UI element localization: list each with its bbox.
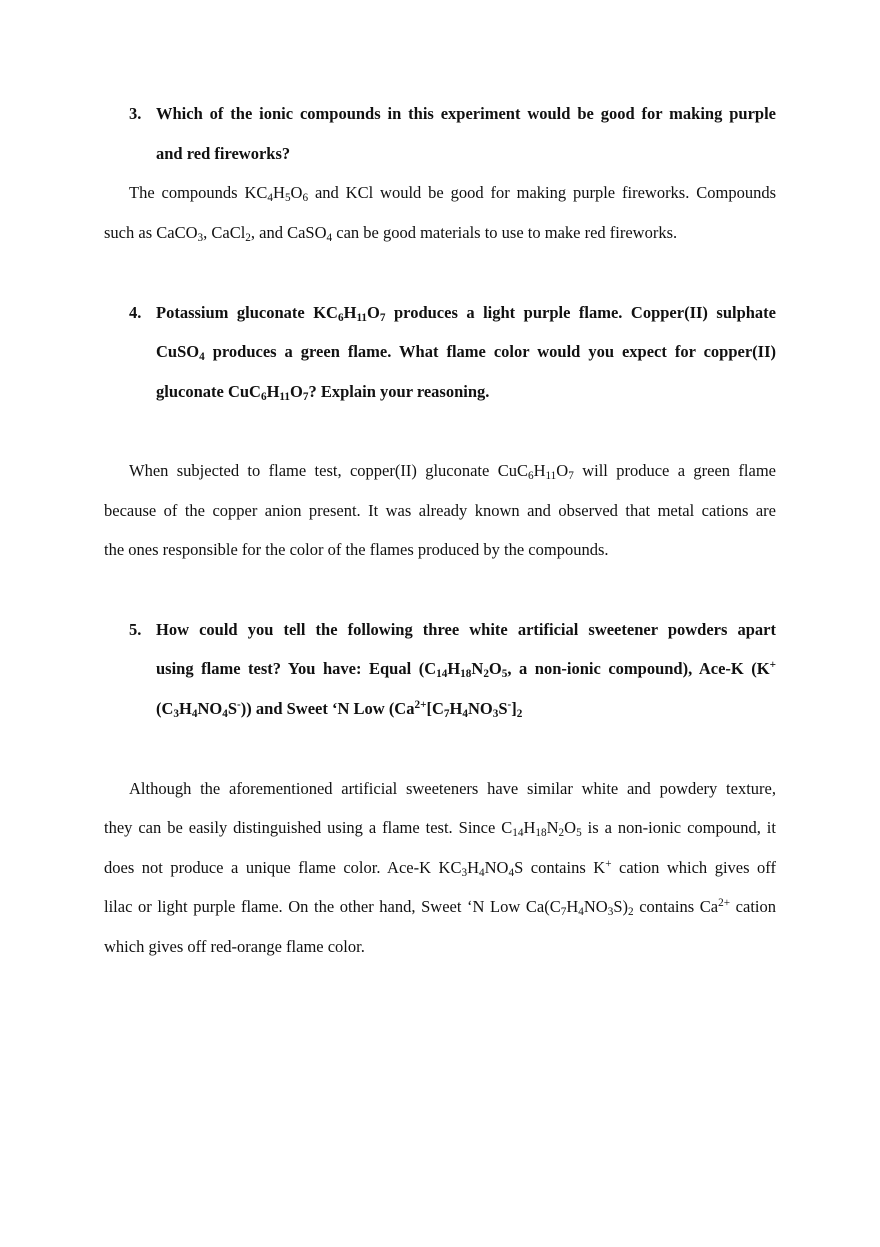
- answer-3-line-1: The compounds $KC_4H_5O_6$ and KCl would be good for making purple fireworks. Compounds: [129, 183, 776, 205]
- question-5-line-1: How could you tell the following three white artificial sweetener powders apart: [156, 620, 776, 639]
- question-3-line-2: and red fireworks?: [156, 144, 291, 163]
- question-5-line-2: using flame test? You have: Equal ($C_{14}H_{18}N_2O_5$, a non-ionic compound), Ace-K (K+: [156, 658, 776, 681]
- question-5-line-3: $(C_3H_4NO_4S^-)$) and Sweet ‘N Low ($Ca^{2+}[C_7H_4NO_3S^-]_2$: [156, 698, 523, 721]
- question-4-line-3: gluconate $CuC_6H_{11}O_7$? Explain your reasoning.: [156, 382, 490, 404]
- answer-4-line-1: When subjected to flame test, copper(II) gluconate $CuC_6H_{11}O_7$ will produce a green flame: [129, 461, 776, 483]
- question-5-number: 5.: [129, 620, 142, 639]
- question-4-line-1: Potassium gluconate $KC_6H_{11}O_7$ produces a light purple flame. Copper(II) sulphate: [156, 303, 776, 325]
- answer-4-line-2: because of the copper anion present. It was already known and observed that metal cations are: [104, 501, 776, 520]
- question-4-line-2: CuSO$_4$ produces a green flame. What flame color would you expect for copper(II): [156, 342, 776, 364]
- answer-5-line-1: Although the aforementioned artificial sweeteners have similar white and powdery texture,: [129, 779, 776, 798]
- answer-5-line-2: they can be easily distinguished using a flame test. Since $C_{14}H_{18}N_2O_5$ is a non-ionic compound, it: [104, 818, 776, 840]
- answer-5-line-4: lilac or light purple flame. On the other hand, Sweet ‘N Low $Ca(C_7H_4NO_3S)_2$ contains $Ca^{2+}$ cation: [104, 896, 776, 919]
- question-3-number: 3.: [129, 104, 142, 123]
- question-4-number: 4.: [129, 303, 142, 322]
- answer-5-line-5: which gives off red-orange flame color.: [104, 937, 365, 956]
- answer-4-line-3: the ones responsible for the color of the flames produced by the compounds.: [104, 540, 609, 559]
- answer-5-line-3: does not produce a unique flame color. Ace-K $KC_3H_4NO_4S$ contains K+ cation which gives off: [104, 857, 776, 880]
- answer-3-line-2: such as CaCO$_3$, CaCl$_2$, and CaSO$_4$ can be good materials to use to make red fireworks.: [104, 223, 678, 245]
- question-3-line-1: Which of the ionic compounds in this experiment would be good for making purple: [156, 104, 776, 123]
